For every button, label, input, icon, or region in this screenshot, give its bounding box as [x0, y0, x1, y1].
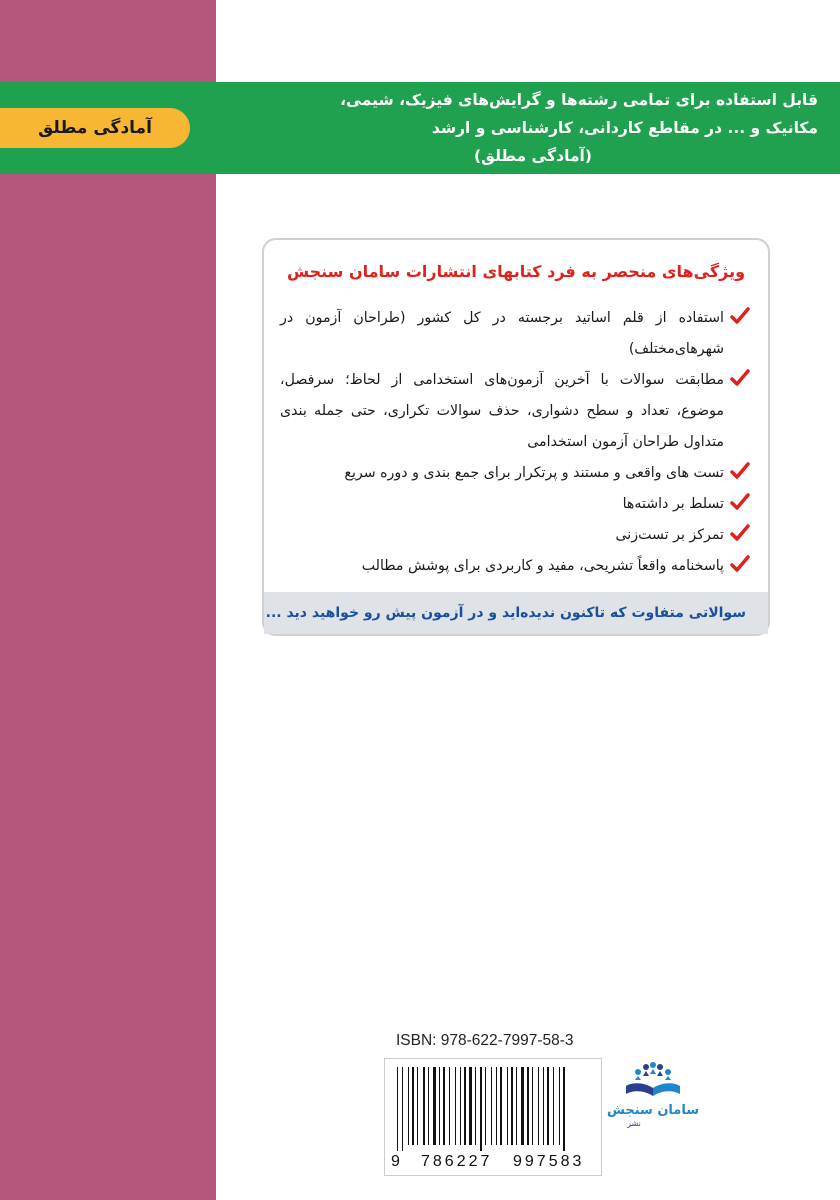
barcode-bar [480, 1067, 482, 1151]
features-title: ویژگی‌های منحصر به فرد کتابهای انتشارات سامان سنجش [286, 262, 746, 281]
barcode-bar [496, 1067, 497, 1145]
barcode-bar [485, 1067, 486, 1145]
feature-item-text: پاسخنامه واقعاً تشریحی، مفید و کاربردی برای پوشش مطالب [361, 558, 724, 574]
band-line-1: قابل استفاده برای تمامی رشته‌ها و گرایش‌های فیزیک، شیمی، [340, 91, 818, 109]
features-list [264, 303, 768, 582]
left-color-strip [0, 0, 216, 1200]
check-icon [730, 461, 750, 481]
check-icon [730, 523, 750, 543]
band-line-3: (آمادگی مطلق) [474, 147, 592, 165]
barcode-bar [455, 1067, 456, 1145]
feature-item [280, 458, 750, 489]
isbn-label: ISBN: 978-622-7997-58-3 [396, 1032, 574, 1049]
readiness-tag [0, 108, 190, 148]
barcode-bar [428, 1067, 429, 1145]
barcode-bar [408, 1067, 409, 1145]
feature-item-text: تمرکز بر تست‌زنی [615, 527, 724, 543]
feature-item [280, 303, 750, 365]
barcode-bar [402, 1067, 403, 1151]
band-line-2: مکانیک و ... در مقاطع کاردانی، کارشناسی و ارشد [431, 119, 818, 137]
barcode-bar [516, 1067, 517, 1145]
barcode-bar [475, 1067, 476, 1145]
barcode-bar [532, 1067, 533, 1145]
feature-item [280, 365, 750, 458]
publisher-logo [606, 1058, 700, 1130]
barcode-bar [460, 1067, 461, 1145]
logo-text: سامان سنجش [606, 1103, 700, 1118]
barcode-bar [547, 1067, 549, 1145]
barcode-bar [464, 1067, 466, 1145]
logo-subtext: نشر [627, 1119, 641, 1128]
barcode-group-2: 997583 [513, 1153, 585, 1170]
barcode-bar [412, 1067, 414, 1145]
barcode-lead-digit: 9 [391, 1153, 400, 1170]
check-icon [730, 492, 750, 512]
feature-item [280, 520, 750, 551]
check-icon [730, 368, 750, 388]
feature-item-text: تست های واقعی و مستند و پرتکرار برای جمع بندی و دوره سریع [344, 465, 724, 481]
barcode-bar [423, 1067, 425, 1145]
feature-item-text: تسلط بر داشته‌ها [622, 496, 724, 512]
barcode-bar [433, 1067, 436, 1145]
barcode-bar [500, 1067, 502, 1145]
check-icon [730, 306, 750, 326]
book-icon [626, 1083, 680, 1096]
barcode-bar [511, 1067, 513, 1145]
barcode-bar [439, 1067, 440, 1145]
barcode-bars [385, 1059, 601, 1151]
features-box [262, 238, 770, 636]
barcode-bar [521, 1067, 524, 1145]
barcode-group-1: 786227 [421, 1153, 493, 1170]
barcode-bar [559, 1067, 560, 1145]
barcode [384, 1058, 602, 1176]
band-text [248, 86, 818, 170]
barcode-bar [443, 1067, 445, 1145]
readiness-tag-label: آمادگی مطلق [38, 118, 152, 138]
barcode-bar [397, 1067, 398, 1151]
feature-item-text: استفاده از قلم اساتید برجسته در کل کشور (طراحان آزمون در شهرهای‌مختلف) [280, 310, 724, 357]
barcode-bar [417, 1067, 418, 1145]
barcode-bar [538, 1067, 539, 1145]
feature-item-text: مطابقت سوالات با آخرین آزمون‌های استخدامی از لحاظ؛ سرفصل، موضوع، تعداد و سطح دشواری، حذف سوالات تکراری، حتی جمله بندی متداول طراحان آزمون استخدامی [280, 372, 724, 450]
barcode-bar [563, 1067, 565, 1151]
barcode-bar [527, 1067, 529, 1145]
features-footer [264, 592, 768, 634]
barcode-bar [507, 1067, 508, 1145]
barcode-bar [491, 1067, 492, 1145]
features-footer-text: سوالاتی متفاوت که تاکنون ندیده‌اید و در آزمون پیش رو خواهید دید ... [265, 605, 746, 621]
check-icon [730, 554, 750, 574]
feature-item [280, 551, 750, 582]
barcode-bar [469, 1067, 472, 1145]
people-icon [635, 1062, 671, 1080]
barcode-bar [543, 1067, 544, 1145]
barcode-bar [553, 1067, 554, 1145]
feature-item [280, 489, 750, 520]
barcode-bar [449, 1067, 450, 1145]
